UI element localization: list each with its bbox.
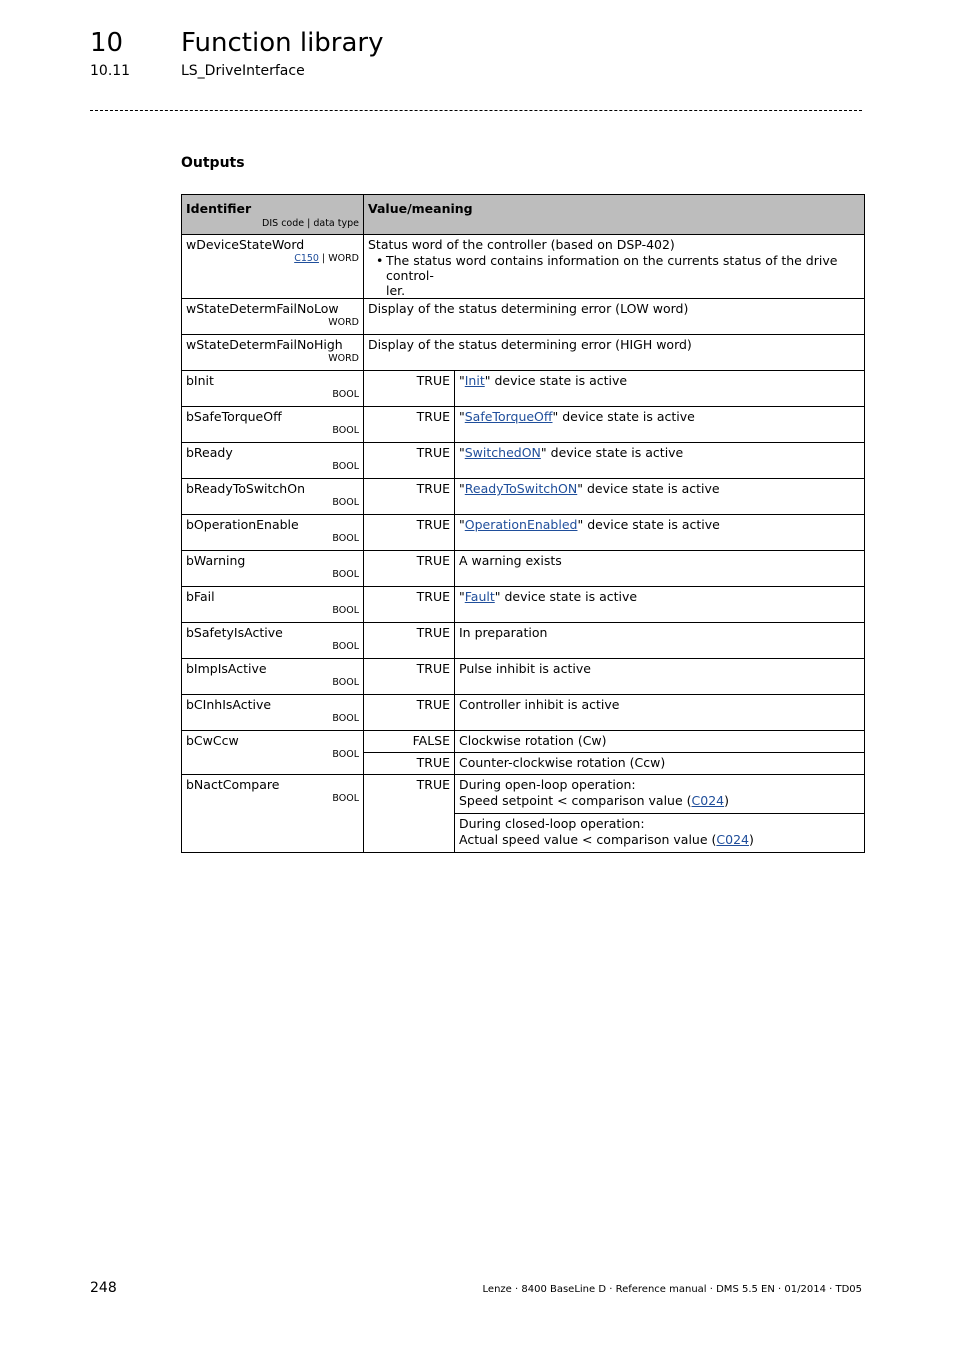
- value-cell: [364, 775, 455, 853]
- identifier-cell: [182, 623, 364, 659]
- meaning-cell: [455, 659, 865, 695]
- section-number: 10.11: [90, 63, 131, 79]
- table-row: [182, 731, 865, 753]
- identifier-name: bImpIsActive: [186, 661, 267, 676]
- bullet-item: [368, 253, 860, 298]
- meaning-text: In preparation: [459, 625, 548, 640]
- meaning-text: Clockwise rotation (Cw): [459, 733, 607, 748]
- identifier-cell: [182, 371, 364, 407]
- meaning-cell: [455, 515, 865, 551]
- meaning-text: Controller inhibit is active: [459, 697, 620, 712]
- meaning-line: Speed setpoint < comparison value (C024): [459, 793, 729, 808]
- description-text: Display of the status determining error (LOW word): [368, 301, 689, 316]
- table-row: [182, 659, 865, 695]
- table-row: [182, 587, 865, 623]
- c024-link[interactable]: C024: [691, 793, 725, 808]
- value-cell: [364, 659, 455, 695]
- identifier-type: BOOL: [332, 677, 359, 688]
- value-text: TRUE: [416, 697, 450, 712]
- identifier-cell: [182, 235, 364, 299]
- value-text: TRUE: [416, 517, 450, 532]
- meaning-cell: [455, 814, 865, 853]
- meaning-text: "OperationEnabled" device state is active: [459, 517, 720, 532]
- meaning-text: "ReadyToSwitchON" device state is active: [459, 481, 720, 496]
- identifier-cell: [182, 659, 364, 695]
- table-row: [182, 407, 865, 443]
- code-link[interactable]: C150: [294, 253, 319, 264]
- identifier-name: wStateDetermFailNoLow: [186, 301, 339, 316]
- value-text: TRUE: [416, 409, 450, 424]
- meaning-line: Actual speed value < comparison value (C024): [459, 832, 754, 847]
- identifier-type: BOOL: [332, 389, 359, 400]
- identifier-type: BOOL: [332, 713, 359, 724]
- meaning-cell: [455, 443, 865, 479]
- meaning-text: Pulse inhibit is active: [459, 661, 591, 676]
- state-link[interactable]: SwitchedON: [464, 445, 541, 460]
- description-cell: [364, 299, 865, 335]
- identifier-name: bReadyToSwitchOn: [186, 481, 305, 496]
- identifier-name: bWarning: [186, 553, 246, 568]
- identifier-cell: [182, 551, 364, 587]
- identifier-header-sub: DIS code | data type: [262, 218, 359, 229]
- meaning-text: A warning exists: [459, 553, 562, 568]
- identifier-type: BOOL: [332, 497, 359, 508]
- value-cell: [364, 479, 455, 515]
- bullet-text: The status word contains information on the currents status of the drive control- ler.: [386, 253, 838, 298]
- section-title: LS_DriveInterface: [181, 63, 305, 79]
- meaning-text: Counter-clockwise rotation (Ccw): [459, 755, 666, 770]
- meaning-cell: [455, 623, 865, 659]
- header-divider: [90, 110, 862, 111]
- state-link[interactable]: OperationEnabled: [464, 517, 578, 532]
- identifier-name: bSafeTorqueOff: [186, 409, 282, 424]
- meaning-text: "SwitchedON" device state is active: [459, 445, 684, 460]
- meaning-cell: [455, 695, 865, 731]
- identifier-type: BOOL: [332, 749, 359, 760]
- identifier-cell: [182, 515, 364, 551]
- table-row: [182, 515, 865, 551]
- type-suffix: | WORD: [318, 253, 359, 264]
- value-text: TRUE: [416, 553, 450, 568]
- value-cell: [364, 695, 455, 731]
- bool-rows: [182, 371, 865, 731]
- identifier-cell: [182, 443, 364, 479]
- outputs-heading: Outputs: [181, 155, 245, 171]
- identifier-type: BOOL: [332, 461, 359, 472]
- identifier-type: BOOL: [332, 569, 359, 580]
- value-cell: [364, 623, 455, 659]
- value-cell: [364, 443, 455, 479]
- identifier-name: wDeviceStateWord: [186, 237, 305, 252]
- value-text: FALSE: [412, 733, 450, 748]
- identifier-name: bCInhIsActive: [186, 697, 272, 712]
- identifier-cell: [182, 695, 364, 731]
- identifier-cell: [182, 587, 364, 623]
- description-cell: [364, 335, 865, 371]
- description-text: Display of the status determining error (HIGH word): [368, 337, 692, 352]
- identifier-name: bInit: [186, 373, 214, 388]
- table-row: [182, 623, 865, 659]
- table-row: [182, 775, 865, 814]
- identifier-type: WORD: [328, 353, 359, 364]
- identifier-name: bCwCcw: [186, 733, 239, 748]
- identifier-name: bNactCompare: [186, 777, 280, 792]
- identifier-type: BOOL: [332, 641, 359, 652]
- table-row: [182, 479, 865, 515]
- value-header-label: Value/meaning: [368, 201, 473, 216]
- chapter-title: Function library: [181, 28, 384, 58]
- meaning-line: During open-loop operation:: [459, 777, 636, 792]
- value-cell: [364, 371, 455, 407]
- meaning-line: During closed-loop operation:: [459, 816, 645, 831]
- identifier-name: wStateDetermFailNoHigh: [186, 337, 343, 352]
- table-row: [182, 299, 865, 335]
- value-cell: [364, 753, 455, 775]
- identifier-type: BOOL: [332, 793, 359, 804]
- state-link[interactable]: Fault: [464, 589, 495, 604]
- meaning-cell: [455, 731, 865, 753]
- identifier-type: BOOL: [332, 533, 359, 544]
- identifier-cell: [182, 479, 364, 515]
- identifier-cell: [182, 775, 364, 853]
- table-row: [182, 551, 865, 587]
- identifier-type: BOOL: [332, 605, 359, 616]
- bullet-dot-icon: •: [376, 253, 384, 268]
- identifier-cell: [182, 407, 364, 443]
- value-text: TRUE: [416, 445, 450, 460]
- meaning-cell: [455, 407, 865, 443]
- outputs-table: [181, 194, 865, 853]
- table-row: [182, 335, 865, 371]
- table-row: [182, 695, 865, 731]
- value-cell: [364, 551, 455, 587]
- identifier-cell: [182, 335, 364, 371]
- page-number: 248: [90, 1280, 117, 1296]
- table-row: [182, 235, 865, 299]
- meaning-cell: [455, 775, 865, 814]
- identifier-name: bReady: [186, 445, 233, 460]
- value-cell: [364, 407, 455, 443]
- state-link[interactable]: SafeTorqueOff: [464, 409, 553, 424]
- value-text: TRUE: [416, 481, 450, 496]
- identifier-name: bOperationEnable: [186, 517, 299, 532]
- value-cell: [364, 587, 455, 623]
- description-text: Status word of the controller (based on DSP-402): [368, 237, 675, 252]
- meaning-cell: [455, 371, 865, 407]
- meaning-text: "SafeTorqueOff" device state is active: [459, 409, 695, 424]
- identifier-cell: [182, 731, 364, 775]
- identifier-name: bFail: [186, 589, 215, 604]
- table-header-row: [182, 195, 865, 235]
- value-text: TRUE: [416, 589, 450, 604]
- identifier-type: BOOL: [332, 425, 359, 436]
- meaning-cell: [455, 551, 865, 587]
- value-text: TRUE: [416, 777, 450, 792]
- value-text: TRUE: [416, 661, 450, 676]
- description-cell: [364, 235, 865, 299]
- identifier-header: [182, 195, 364, 235]
- value-text: TRUE: [416, 625, 450, 640]
- value-cell: [364, 731, 455, 753]
- meaning-text: "Fault" device state is active: [459, 589, 638, 604]
- meaning-cell: [455, 587, 865, 623]
- table-row: [182, 371, 865, 407]
- meaning-cell: [455, 479, 865, 515]
- identifier-cell: [182, 299, 364, 335]
- state-link[interactable]: ReadyToSwitchON: [464, 481, 578, 496]
- identifier-type: WORD: [328, 317, 359, 328]
- meaning-cell: [455, 753, 865, 775]
- c024-link[interactable]: C024: [716, 832, 749, 847]
- table-row: [182, 443, 865, 479]
- identifier-header-label: Identifier: [186, 201, 252, 216]
- identifier-name: bSafetyIsActive: [186, 625, 283, 640]
- state-link[interactable]: Init: [464, 373, 485, 388]
- meaning-text: "Init" device state is active: [459, 373, 628, 388]
- identifier-type: [186, 253, 359, 265]
- value-text: TRUE: [416, 755, 450, 770]
- value-text: TRUE: [416, 373, 450, 388]
- footer-doc-info: Lenze · 8400 BaseLine D · Reference manual · DMS 5.5 EN · 01/2014 · TD05: [482, 1284, 862, 1295]
- chapter-number: 10: [90, 28, 124, 58]
- value-cell: [364, 515, 455, 551]
- value-header: [364, 195, 865, 235]
